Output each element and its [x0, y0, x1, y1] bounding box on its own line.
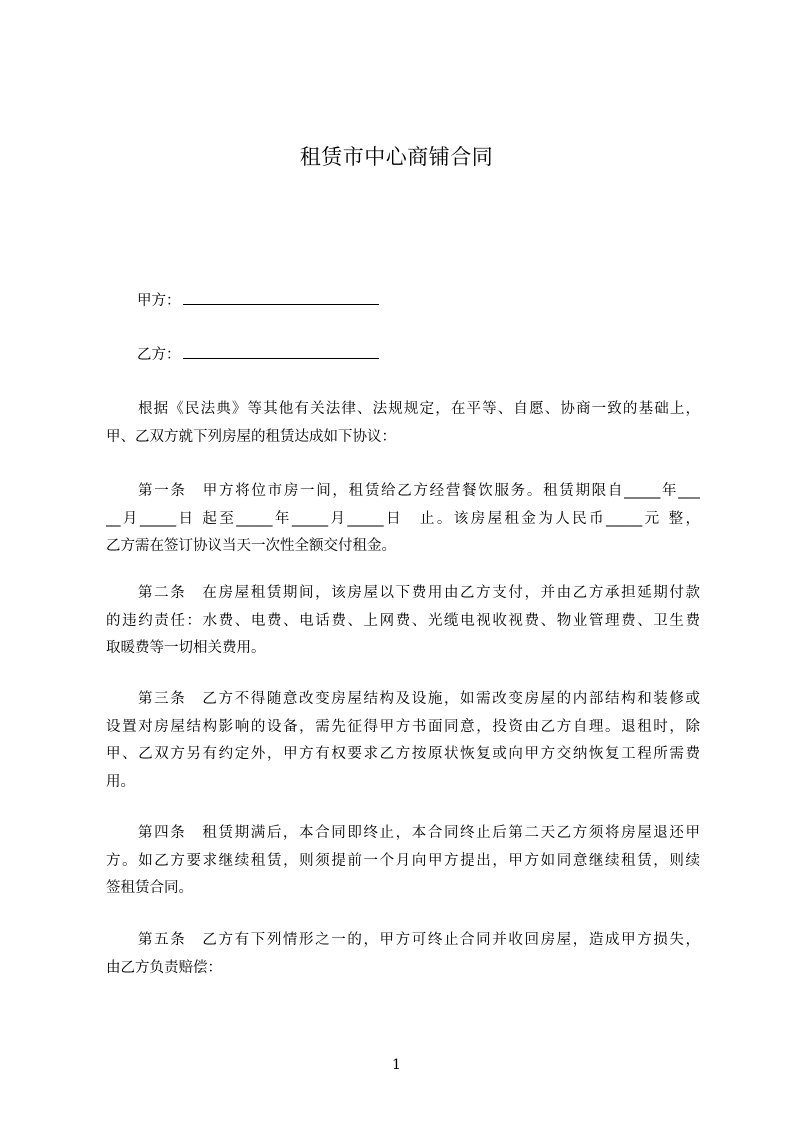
- article-1-line: __月_____日 起至_____年_____月_____日 止。该房屋租金为人民币_____元 整，: [106, 510, 700, 527]
- article-2-paragraph: [106, 580, 700, 663]
- article-3-line: 用。: [106, 773, 135, 790]
- party-a-label: 甲方：: [137, 293, 181, 309]
- article-5-paragraph: [106, 927, 700, 982]
- article-4-line: 方。如乙方要求继续租赁，则须提前一个月向甲方提出，甲方如同意继续租赁，则续: [106, 852, 700, 869]
- article-4-line: 第四条 租赁期满后，本合同即终止，本合同终止后第二天乙方须将房屋退还甲: [138, 825, 700, 841]
- article-3-paragraph: [106, 686, 700, 796]
- party-b-label: 乙方：: [137, 347, 181, 363]
- preamble-line: 甲、乙双方就下列房屋的租赁达成如下协议：: [106, 428, 396, 445]
- article-1-line: 乙方需在签订协议当天一次性全额交付租金。: [106, 538, 396, 554]
- party-b-blank: [183, 344, 379, 359]
- article-2-line: 的违约责任：水费、电费、电话费、上网费、光缆电视收视费、物业管理费、卫生费: [106, 612, 700, 629]
- preamble-line: 根据《民法典》等其他有关法律、法规规定，在平等、自愿、协商一致的基础上，: [138, 401, 700, 417]
- preamble-paragraph: [106, 396, 700, 451]
- page-number: 1: [392, 1057, 401, 1073]
- article-2-line: 第二条 在房屋租赁期间，该房屋以下费用由乙方支付，并由乙方承担延期付款: [138, 585, 700, 601]
- article-3-line: 设置对房屋结构影响的设备，需先征得甲方书面同意，投资由乙方自理。退租时，除: [106, 718, 700, 735]
- party-a-blank: [183, 290, 379, 305]
- article-5-line: 由乙方负责赔偿：: [106, 959, 222, 976]
- article-4-line: 签租赁合同。: [106, 880, 193, 896]
- article-3-line: 第三条 乙方不得随意改变房屋结构及设施，如需改变房屋的内部结构和装修或: [138, 691, 700, 707]
- article-1-line: 第一条 甲方将位市房一间，租赁给乙方经营餐饮服务。租赁期限自_____年___: [138, 483, 700, 499]
- article-5-line: 第五条 乙方有下列情形之一的，甲方可终止合同并收回房屋，造成甲方损失，: [138, 932, 700, 948]
- party-b-field: [137, 344, 379, 365]
- document-title: 租赁市中心商铺合同: [299, 145, 494, 169]
- article-1-paragraph: [106, 478, 700, 561]
- party-a-field: [137, 290, 379, 311]
- article-3-line: 甲、乙双方另有约定外，甲方有权要求乙方按原状恢复或向甲方交纳恢复工程所需费: [106, 746, 700, 762]
- article-2-line: 取暖费等一切相关费用。: [106, 640, 266, 656]
- article-4-paragraph: [106, 820, 700, 903]
